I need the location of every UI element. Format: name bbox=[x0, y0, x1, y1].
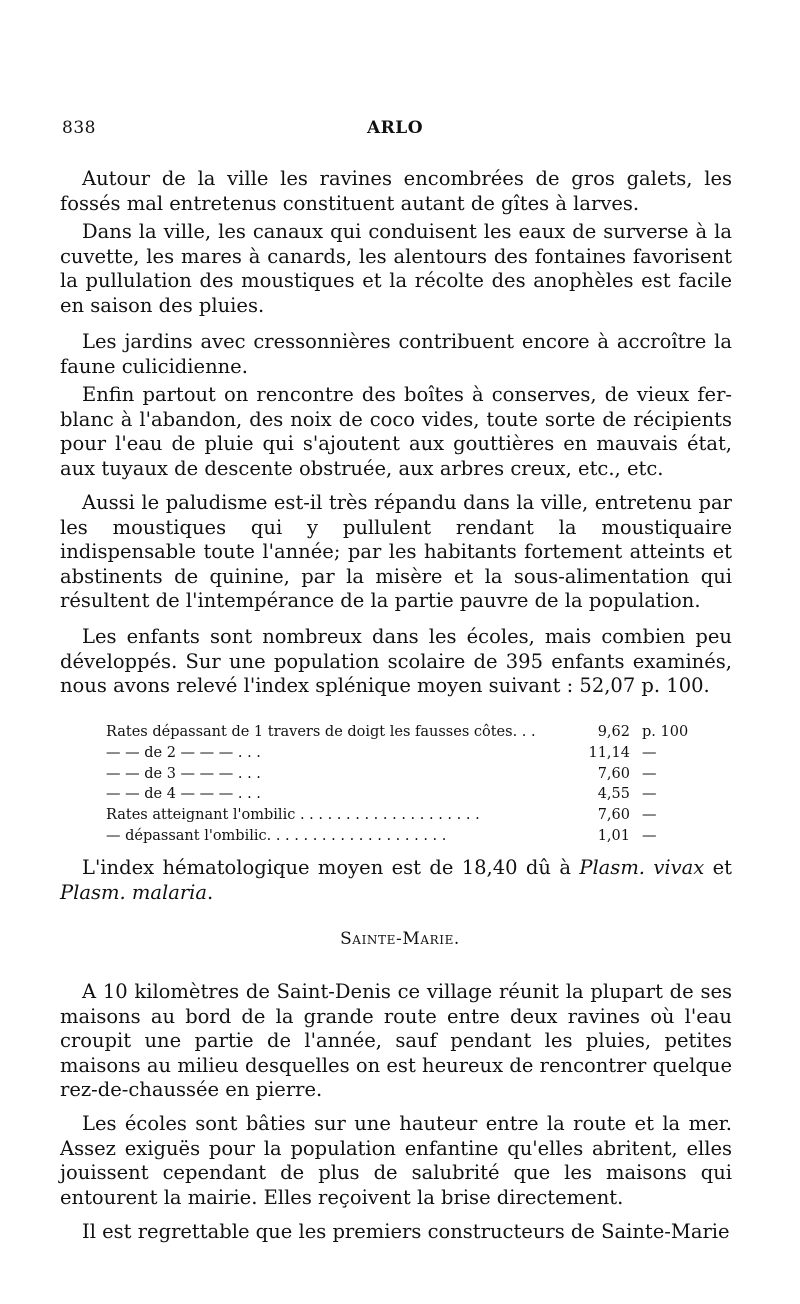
paragraph-text: Autour de la ville les ravines encombrées de gros galets, les fossés mal entretenus constituent autant de gîtes à larves. bbox=[60, 167, 732, 215]
paragraph-text: Il est regrettable que les premiers constructeurs de Sainte-Marie bbox=[82, 1220, 730, 1243]
page-number: 838 bbox=[62, 118, 96, 138]
row-label: — — de 2 — — — . . . bbox=[106, 744, 261, 761]
table-row bbox=[92, 826, 692, 847]
row-value: 4,55 bbox=[597, 786, 630, 803]
paragraph-enfants bbox=[60, 625, 732, 699]
row-label: — — de 4 — — — . . . bbox=[106, 786, 261, 803]
paragraph-boites bbox=[60, 383, 732, 481]
paragraph-text: Les écoles sont bâties sur une hauteur entre la route et la mer. Assez exiguës pour la population enfantine qu'elles abritent, elles jouissent cependant de plus de salubrité que les maisons qui entourent la mairie. Elles reçoivent la brise directement. bbox=[60, 1112, 732, 1209]
paragraph-text: Enfin partout on rencontre des boîtes à conserves, de vieux fer-blanc à l'abandon, des noix de coco vides, toute sorte de récipients pour l'eau de pluie qui s'ajoutent aux gouttières en mauvais état, aux tuyaux de descente obstruée, aux arbres creux, etc., etc. bbox=[60, 383, 732, 480]
row-label: Rates dépassant de 1 travers de doigt les fausses côtes. . . bbox=[106, 724, 536, 740]
row-value: 7,60 bbox=[597, 807, 630, 824]
species-name: Plasm. malaria bbox=[60, 880, 208, 904]
page-header bbox=[62, 118, 728, 142]
table-row bbox=[92, 805, 692, 826]
row-value: 9,62 bbox=[597, 724, 630, 740]
paragraph-index-hematologique bbox=[60, 856, 732, 905]
text-run: et bbox=[704, 856, 733, 879]
splenic-index-table bbox=[92, 722, 692, 847]
paragraph-paludisme bbox=[60, 491, 732, 614]
table-row bbox=[92, 743, 692, 764]
paragraph-ravines bbox=[60, 167, 732, 216]
paragraph-village bbox=[60, 980, 732, 1103]
paragraph-text: Les enfants sont nombreux dans les écoles, mais combien peu développés. Sur une population scolaire de 395 enfants examinés, nous avons relevé l'index splénique moyen suivant : 52,07 p. 100. bbox=[60, 625, 732, 698]
row-label: Rates atteignant l'ombilic . . . . . . . . . . . . . . . . . . . . bbox=[106, 807, 480, 824]
paragraph-jardins bbox=[60, 330, 732, 379]
paragraph-text: Aussi le paludisme est-il très répandu dans la ville, entretenu par les moustiques qui y pullulent rendant la moustiquaire indispensable toute l'année; par les habitants fortement atteints et abstinents de quinine, par la misère et la sous-alimentation qui résultent de l'intempérance de la partie pauvre de la population. bbox=[60, 491, 732, 613]
paragraph-constructeurs bbox=[60, 1220, 732, 1245]
row-value: 7,60 bbox=[597, 765, 630, 782]
table-row bbox=[92, 764, 692, 785]
section-heading: Sainte-Marie. bbox=[340, 929, 460, 949]
paragraph-text: A 10 kilomètres de Saint-Denis ce village réunit la plupart de ses maisons au bord de la grande route entre deux ravines où l'eau croupit une partie de l'année, sauf pendant les pluies, petites maisons au milieu desquelles on est heureux de rencontrer quelque rez-de-chaussée en pierre. bbox=[60, 980, 732, 1102]
row-value: 1,01 bbox=[597, 827, 630, 844]
table-row bbox=[92, 784, 692, 805]
row-label: — dépassant l'ombilic. . . . . . . . . . . . . . . . . . . . bbox=[106, 827, 447, 844]
text-run: L'index hématologique moyen est de 18,40 dû à bbox=[82, 856, 580, 879]
row-value: 11,14 bbox=[588, 744, 630, 761]
text-run: . bbox=[207, 880, 214, 904]
paragraph-text: Les jardins avec cressonnières contribuent encore à accroître la faune culicidienne. bbox=[60, 330, 732, 378]
row-unit: — bbox=[642, 786, 657, 803]
table-row bbox=[92, 722, 692, 743]
row-unit: — bbox=[642, 765, 657, 782]
paragraph-text: Dans la ville, les canaux qui conduisent les eaux de surverse à la cuvette, les mares à canards, les alentours des fontaines favorisent la pullulation des moustiques et la récolte des anophèles est facile en saison des pluies. bbox=[60, 220, 732, 317]
species-name: Plasm. vivax bbox=[579, 856, 705, 879]
running-title: ARLO bbox=[366, 118, 424, 138]
paragraph-canaux bbox=[60, 220, 732, 318]
paragraph-ecoles bbox=[60, 1112, 732, 1210]
paragraph-text bbox=[60, 856, 732, 905]
row-unit: — bbox=[642, 827, 657, 844]
row-label: — — de 3 — — — . . . bbox=[106, 765, 261, 782]
row-unit: p. 100 bbox=[642, 724, 689, 740]
row-unit: — bbox=[642, 744, 657, 761]
row-unit: — bbox=[642, 807, 657, 824]
